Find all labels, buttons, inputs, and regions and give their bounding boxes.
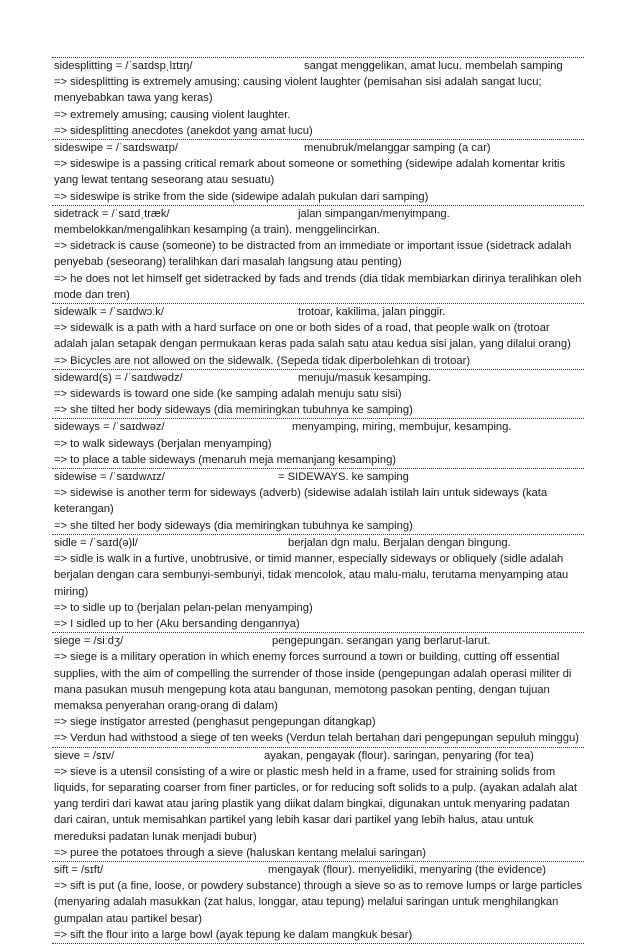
- dictionary-entry: [52, 748, 584, 862]
- definition-line: => he does not let himself get sidetracked by fads and trends (dia tidak membiarkan dirinya teralihkan oleh mode dan tren): [54, 272, 582, 301]
- definition-line: => to walk sideways (berjalan menyamping): [54, 437, 272, 450]
- dictionary-entry: [52, 370, 584, 420]
- headword: sift = /sɪft/: [54, 863, 104, 876]
- definition-line: => I sidled up to her (Aku bersanding dengannya): [54, 617, 300, 630]
- definition-line: => to sidle up to (berjalan pelan-pelan menyamping): [54, 601, 313, 614]
- definition-line: => Verdun had withstood a siege of ten weeks (Verdun telah bertahan dari pengepungan sepuluh minggu): [54, 732, 579, 745]
- headword: sidesplitting = /ˈsaɪdspˌlɪtɪŋ/: [54, 60, 193, 72]
- definition-line: => sift is put (a fine, loose, or powdery substance) through a sieve so as to remove lumps or large particles (menyaring adalah masukkan (zat halus, longgar, atau tepung) melalui saringan untuk menghilangkan gumpalan atau partikel besar): [54, 880, 582, 925]
- translation: ayakan, pengayak (flour). saringan, penyaring (for tea): [264, 749, 534, 762]
- dictionary-entry: [52, 535, 584, 633]
- definition-line: => she tilted her body sideways (dia memiringkan tubuhnya ke samping): [54, 404, 413, 417]
- definition-line: => sieve is a utensil consisting of a wire or plastic mesh held in a frame, used for straining solids from liquids, for separating coarser from finer particles, or for reducing soft solids to a pulp. (ayakan adalah alat yang terdiri dari kawat atau jaring plastik yang diikat dalam bingkai, digunakan untuk menyaring padatan dari cairan, untuk memisahkan partikel yang lebih kasar dari partikel yang lebih halus, atau untuk mereduksi padatan lunak menjadi bubur): [54, 765, 577, 843]
- entry-header: [54, 140, 583, 156]
- definition-line: => sidetrack is cause (someone) to be distracted from an immediate or important issue (sidetrack adalah penyebab (seseorang) teralihkan dari masalah langsung atau penting): [54, 240, 572, 269]
- definition-line: => she tilted her body sideways (dia memiringkan tubuhnya ke samping): [54, 519, 413, 532]
- entry-header: [54, 206, 583, 222]
- headword: siege = /siːdʒ/: [54, 635, 124, 648]
- headword: sideways = /ˈsaɪdwəz/: [54, 421, 165, 434]
- headword: sidewalk = /ˈsaɪdwɔːk/: [54, 306, 164, 319]
- headword: sideward(s) = /ˈsaɪdwədz/: [54, 371, 183, 384]
- definition-line: => sift the flour into a large bowl (ayak tepung ke dalam mangkuk besar): [54, 928, 413, 941]
- definition-line: => puree the potatoes through a sieve (haluskan kentang melalui saringan): [54, 846, 426, 859]
- definition-line: => sidesplitting anecdotes (anekdot yang amat lucu): [54, 124, 313, 137]
- dictionary-entry: [52, 206, 584, 304]
- entry-header: [54, 535, 583, 551]
- translation: menubruk/melanggar samping (a car): [304, 142, 491, 155]
- definition-line: => siege instigator arrested (penghasut pengepungan ditangkap): [54, 716, 376, 729]
- translation: jalan simpangan/menyimpang.: [298, 207, 450, 220]
- headword: sideswipe = /ˈsaɪdswaɪp/: [54, 142, 178, 155]
- entry-header: [54, 748, 583, 764]
- definition-line: => siege is a military operation in which enemy forces surround a town or building, cutting off essential supplies, with the aim of compelling the surrender of those inside (pengepungan adalah operasi militer di mana pasukan musuh mengepung kota atau bangunan, memotong pasokan penting, dengan tujuan memaksa penyerahan orang-orang di dalam): [54, 651, 572, 712]
- definition-line: => extremely amusing; causing violent laughter.: [54, 108, 291, 121]
- dictionary-entry: [52, 633, 584, 747]
- dictionary-entry: [52, 419, 584, 469]
- translation: mengayak (flour). menyelidiki, menyaring (the evidence): [268, 863, 546, 876]
- headword: sidle = /ˈsaɪd(ə)l/: [54, 536, 138, 549]
- dictionary-entry: [52, 140, 584, 206]
- dictionary-entry: [52, 469, 584, 535]
- entry-header: [54, 633, 583, 649]
- dictionary-entry: [52, 304, 584, 370]
- translation: trotoar, kakilima, jalan pinggir.: [298, 306, 446, 319]
- entry-header: [54, 58, 583, 74]
- definition-line: => to place a table sideways (menaruh meja memanjang kesamping): [54, 453, 397, 466]
- entry-header: [54, 419, 583, 435]
- translation: menyamping, miring, membujur, kesamping.: [292, 421, 512, 434]
- entry-header: [54, 469, 583, 485]
- definition-line: => sideswipe is strike from the side (sidewipe adalah pukulan dari samping): [54, 190, 429, 203]
- translation: berjalan dgn malu. Berjalan dengan bingung.: [288, 536, 511, 549]
- definition-line: => sidewise is another term for sideways (adverb) (sidewise adalah istilah lain untuk sideways (kata keterangan): [54, 487, 548, 516]
- definition-line: => sidewards is toward one side (ke samping adalah menuju satu sisi): [54, 388, 402, 401]
- headword: sieve = /sɪv/: [54, 749, 115, 762]
- entry-header: [54, 304, 583, 320]
- translation: = SIDEWAYS. ke samping: [278, 471, 409, 484]
- translation: menuju/masuk kesamping.: [298, 371, 432, 384]
- definition-line: => sideswipe is a passing critical remark about someone or something (sidewipe adalah komentar kritis yang lewat tentang seseorang atau sesuatu): [54, 158, 566, 187]
- translation: pengepungan. serangan yang berlarut-larut.: [272, 635, 491, 648]
- definition-line: => Bicycles are not allowed on the sidewalk. (Sepeda tidak diperbolehkan di trotoar): [54, 354, 471, 367]
- translation: sangat menggelikan, amat lucu. membelah samping: [304, 60, 563, 72]
- definition-line: => sidewalk is a path with a hard surface on one or both sides of a road, that people walk on (trotoar adalah jalan setapak dengan permukaan keras pada salah satu atau kedua sisi jalan, yang dilalui orang): [54, 322, 571, 351]
- entry-header: [54, 370, 583, 386]
- dictionary-page: [52, 57, 584, 944]
- dictionary-entry: [52, 57, 584, 140]
- headword: sidetrack = /ˈsaɪdˌtræk/: [54, 207, 170, 220]
- definition-line: => sidesplitting is extremely amusing; causing violent laughter (pemisahan sisi adalah sangat lucu; menyebabkan tawa yang keras): [54, 76, 542, 105]
- entry-header: [54, 862, 583, 878]
- headword: sidewise = /ˈsaɪdwʌɪz/: [54, 471, 165, 484]
- definition-line: => sidle is walk in a furtive, unobtrusive, or timid manner, especially sideways or obliquely (sidle adalah berjalan dengan cara sembunyi-sembunyi, tidak mencolok, atau malu-malu, terutama menyamping atau miring): [54, 553, 569, 598]
- definition-line: membelokkan/mengalihkan kesamping (a train). menggelincirkan.: [54, 224, 380, 237]
